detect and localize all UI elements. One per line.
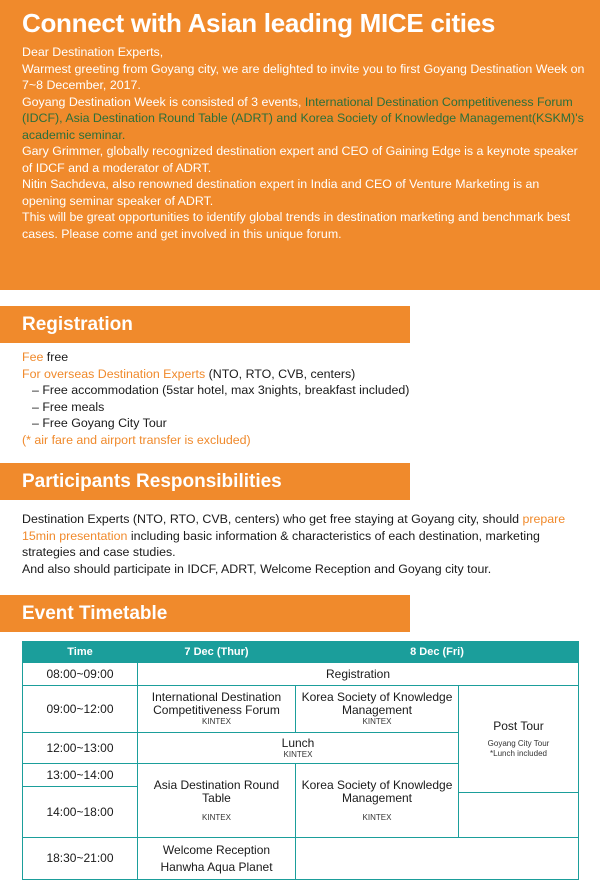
timetable-heading: Event Timetable — [0, 595, 410, 632]
overseas-label: For overseas Destination Experts — [22, 366, 206, 381]
header-time: Time — [22, 641, 138, 663]
paragraph: Nitin Sachdeva, also renowned destination expert in India and CEO of Venture Marketing is an opening seminar speaker of ADRT. — [22, 177, 540, 208]
fee-label: Fee — [22, 350, 44, 364]
event-venue: Hanwha Aqua Planet — [160, 859, 273, 874]
event-note: *Lunch included — [490, 748, 547, 758]
exclusion-note: (* air fare and airport transfer is excluded) — [22, 432, 251, 447]
event-title: International Destination Competitiveness Forum — [151, 690, 282, 717]
event-venue: KINTEX — [362, 717, 392, 726]
greeting: Dear Destination Experts, — [22, 45, 164, 59]
time-slot: 14:00~18:00 — [22, 786, 138, 838]
participants-details — [22, 511, 590, 577]
event-venue: KINTEX — [202, 717, 231, 726]
paragraph: Gary Grimmer, globally recognized destination expert and CEO of Gaining Edge is a keynote speaker of IDCF and a moderator of ADRT. — [22, 144, 578, 175]
event-venue: KINTEX — [202, 812, 231, 822]
overseas-value: (NTO, RTO, CVB, centers) — [205, 366, 356, 381]
kskm-event — [295, 763, 459, 838]
overseas-line — [22, 366, 409, 383]
time-slot: 08:00~09:00 — [22, 662, 138, 686]
benefit-item: – Free accommodation (5star hotel, max 3nights, breakfast included) — [32, 383, 410, 397]
lunch-event — [137, 732, 459, 764]
time-slot: 13:00~14:00 — [22, 763, 138, 787]
event-title: Welcome Reception — [162, 842, 271, 857]
kskm-event — [295, 685, 459, 733]
responsibility-text — [22, 511, 590, 561]
event-title: Post Tour — [493, 718, 544, 733]
events-list: International Destination Competitiveness Forum (IDCF), Asia Destination Round Table (ADRT) and Korea Society of Knowledge Management(KSKM)'s academic seminar. — [22, 94, 584, 142]
presentation-highlight: prepare 15min presentation — [22, 512, 566, 543]
event-venue: KINTEX — [283, 749, 313, 759]
welcome-reception-event — [137, 837, 296, 880]
paragraph: This will be great opportunities to identify global trends in destination marketing and benchmark best cases. Please come and get involved in this unique forum. — [22, 210, 571, 241]
time-slot: 18:30~21:00 — [22, 837, 138, 880]
participants-heading: Participants Responsibilities — [0, 463, 410, 500]
responsibility-rest: including basic information & characteristics of each destination, marketing strategies and case studies. — [22, 528, 540, 559]
event-title: Asia Destination Round Table — [153, 777, 280, 805]
benefit-item: – Free meals — [32, 399, 105, 414]
event-timetable — [22, 641, 579, 880]
paragraph — [22, 94, 586, 144]
adrt-event — [137, 763, 296, 838]
header-day2: 8 Dec (Fri) — [295, 641, 579, 663]
time-slot: 12:00~13:00 — [22, 732, 138, 764]
responsibility-intro: Destination Experts (NTO, RTO, CVB, centers) who get free staying at Goyang city, should — [22, 512, 523, 526]
participation-text: And also should participate in IDCF, ADRT, Welcome Reception and Goyang city tour. — [22, 561, 492, 576]
page-title: Connect with Asian leading MICE cities — [22, 8, 496, 38]
event-title: Korea Society of Knowledge Management — [301, 690, 453, 717]
header-day1: 7 Dec (Thur) — [137, 641, 296, 663]
event-title: Korea Society of Knowledge Management — [301, 777, 453, 805]
time-slot: 09:00~12:00 — [22, 685, 138, 733]
event-venue: Goyang City Tour — [487, 738, 550, 748]
invitation-banner — [0, 0, 600, 290]
registration-event: Registration — [137, 662, 579, 686]
post-tour-event — [458, 685, 579, 793]
registration-heading: Registration — [0, 306, 410, 343]
event-title: Lunch — [281, 735, 315, 750]
registration-details — [22, 349, 409, 448]
event-venue: KINTEX — [362, 812, 392, 822]
fee-line — [22, 349, 409, 366]
invitation-letter — [22, 44, 586, 242]
fee-value: free — [43, 350, 69, 364]
empty-cell — [458, 792, 579, 838]
empty-cell — [295, 837, 579, 880]
benefit-item: – Free Goyang City Tour — [32, 416, 167, 430]
idcf-event — [137, 685, 296, 733]
events-intro: Goyang Destination Week is consisted of 3 events, — [22, 94, 305, 109]
paragraph: Warmest greeting from Goyang city, we are delighted to invite you to first Goyang Destination Week on 7~8 December, 2017. — [22, 61, 585, 92]
